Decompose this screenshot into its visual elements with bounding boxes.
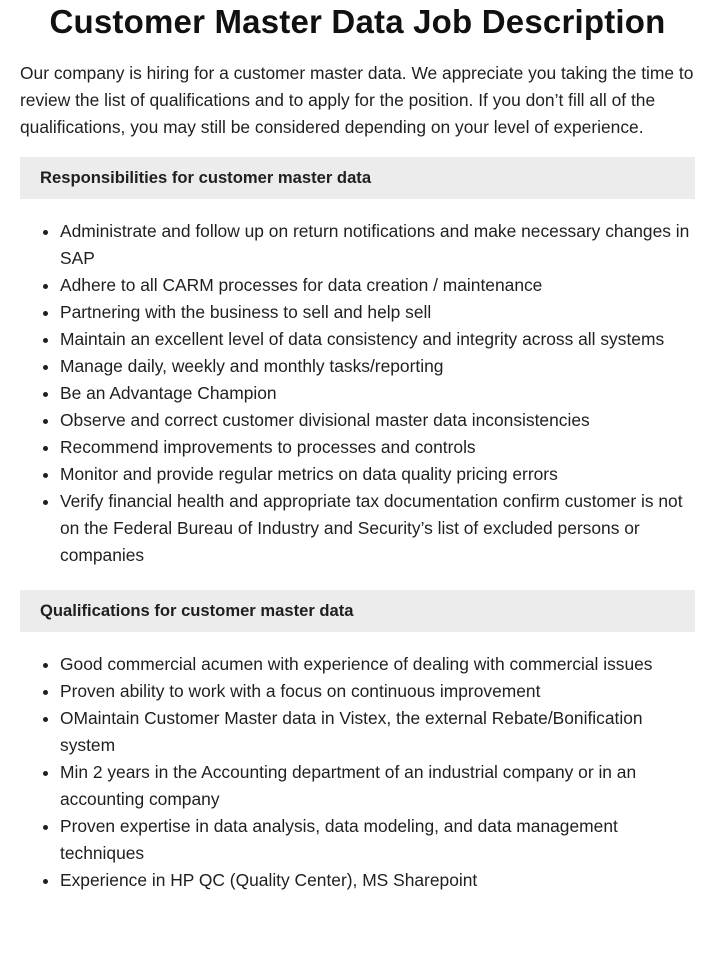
list-item: • Good commercial acumen with experience of dealing with commercial issues	[60, 651, 695, 678]
page-title: Customer Master Data Job Description	[49, 3, 666, 40]
list-item: • Be an Advantage Champion	[60, 380, 695, 407]
list-item: • Manage daily, weekly and monthly tasks/reporting	[60, 353, 695, 380]
list-item: • Administrate and follow up on return notifications and make necessary changes in SAP	[60, 218, 695, 272]
list-item: • Observe and correct customer divisional master data inconsistencies	[60, 407, 695, 434]
list-item: • Proven ability to work with a focus on continuous improvement	[60, 678, 695, 705]
list-item: • OMaintain Customer Master data in Vistex, the external Rebate/Bonification system	[60, 705, 695, 759]
list-item: • Partnering with the business to sell and help sell	[60, 299, 695, 326]
list-item: • Proven expertise in data analysis, data modeling, and data management techniques	[60, 813, 695, 867]
list-item: • Verify financial health and appropriate tax documentation confirm customer is not on the Federal Bureau of Industry and Security’s list of excluded persons or companies	[60, 488, 695, 569]
list-item: • Monitor and provide regular metrics on data quality pricing errors	[60, 461, 695, 488]
list-item: • Min 2 years in the Accounting department of an industrial company or in an accounting company	[60, 759, 695, 813]
intro-paragraph: Our company is hiring for a customer master data. We appreciate you taking the time to review the list of qualifications and to apply for the position. If you don’t fill all of the qualifications, you may still be considered depending on your level of experience.	[20, 63, 694, 137]
list-item: • Maintain an excellent level of data consistency and integrity across all systems	[60, 326, 695, 353]
qualifications-heading: Qualifications for customer master data	[20, 590, 695, 632]
responsibilities-list	[20, 218, 695, 569]
qualifications-list	[20, 651, 695, 894]
list-item: • Recommend improvements to processes and controls	[60, 434, 695, 461]
list-item: • Adhere to all CARM processes for data creation / maintenance	[60, 272, 695, 299]
responsibilities-heading: Responsibilities for customer master data	[20, 157, 695, 199]
list-item: • Experience in HP QC (Quality Center), MS Sharepoint	[60, 867, 695, 894]
